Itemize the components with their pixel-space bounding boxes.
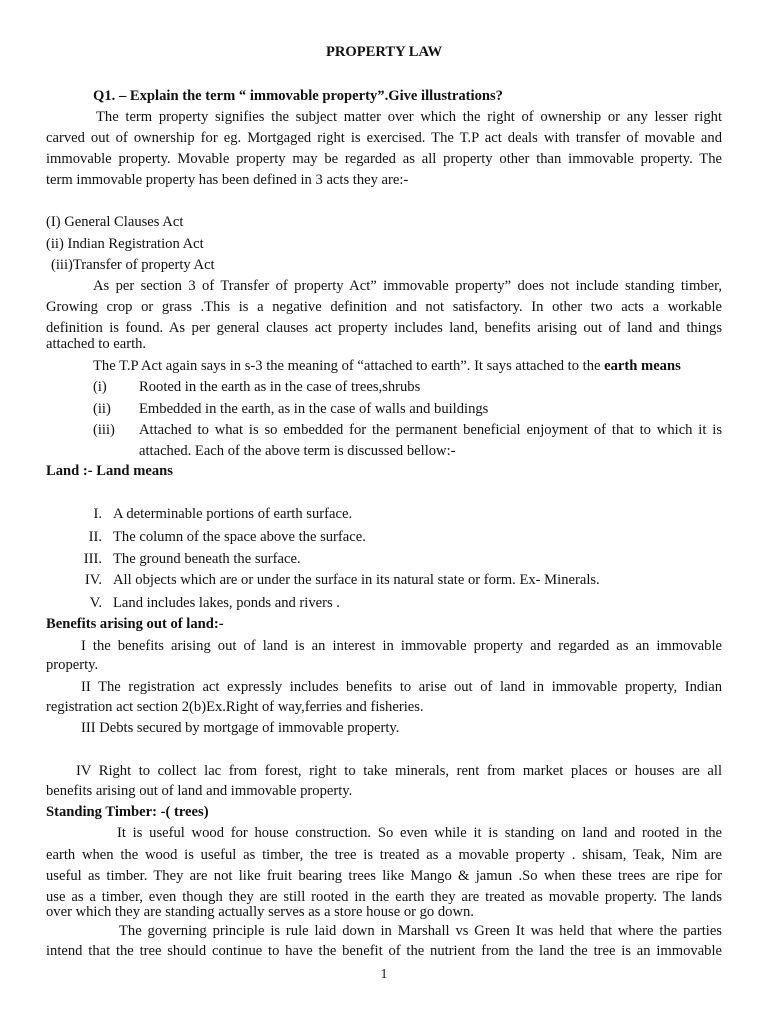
timber-heading: Standing Timber: -( trees) [46, 804, 209, 820]
section3-line-2: Growing crop or grass .This is a negative definition and not satisfactory. In other two acts a workable [46, 299, 722, 315]
intro-line-3: immovable property. Movable property may be regarded as all property other than immovable property. The [46, 151, 722, 167]
tp-act-bold: earth means [604, 358, 681, 374]
principle-line-1: The governing principle is rule laid down in Marshall vs Green It was held that where the parties [119, 923, 722, 939]
intro-line-4: term immovable property has been defined in 3 acts they are:- [46, 172, 409, 188]
timber-line-3: useful as timber. They are not like fruit bearing trees like Mango & jamun .So when these trees are ripe for [46, 868, 722, 884]
benefit-1-line-1: I the benefits arising out of land is an interest in immovable property and regarded as an immovable [81, 638, 722, 654]
benefit-2-line-2: registration act section 2(b)Ex.Right of way,ferries and fisheries. [46, 699, 424, 715]
land-heading: Land :- Land means [46, 463, 173, 479]
attached-text-2: Embedded in the earth, as in the case of walls and buildings [139, 401, 489, 417]
land-text-2: The column of the space above the surface. [113, 529, 366, 545]
intro-line-1: The term property signifies the subject matter over which the right of ownership or any lesser right [96, 109, 722, 125]
intro-line-2: carved out of ownership for eg. Mortgaged right is exercised. The T.P act deals with transfer of movable and [46, 130, 722, 146]
land-text-5: Land includes lakes, ponds and rivers . [113, 595, 340, 611]
act-item-3: (iii)Transfer of property Act [51, 257, 215, 273]
land-num-4: IV. [84, 572, 102, 588]
attached-text-1: Rooted in the earth as in the case of trees,shrubs [139, 379, 421, 395]
land-text-1: A determinable portions of earth surface. [113, 506, 353, 522]
act-item-1: (I) General Clauses Act [46, 214, 184, 230]
act-item-2: (ii) Indian Registration Act [46, 236, 204, 252]
land-num-5: V. [89, 595, 102, 611]
question-heading: Q1. – Explain the term “ immovable property”.Give illustrations? [93, 88, 503, 104]
land-num-1: I. [93, 506, 102, 522]
document-title: PROPERTY LAW [325, 44, 443, 60]
benefit-2-line-1: II The registration act expressly includes benefits to arise out of land in immovable property, Indian [81, 679, 722, 695]
section3-line-4: attached to earth. [46, 336, 147, 352]
attached-num-3: (iii) [93, 422, 115, 438]
benefit-3: III Debts secured by mortgage of immovable property. [81, 720, 400, 736]
section3-line-1: As per section 3 of Transfer of property Act” immovable property” does not include standing timber, [93, 278, 722, 294]
land-num-2: II. [88, 529, 102, 545]
attached-num-2: (ii) [93, 401, 111, 417]
land-text-3: The ground beneath the surface. [113, 551, 301, 567]
attached-continuation: attached. Each of the above term is discussed bellow:- [139, 443, 456, 459]
benefit-4-line-1: IV Right to collect lac from forest, right to take minerals, rent from market places or houses are all [76, 763, 722, 779]
benefit-1-line-2: property. [46, 657, 99, 673]
principle-line-2: intend that the tree should continue to have the benefit of the nutrient from the land the tree is an immovable [46, 943, 722, 959]
timber-line-1: It is useful wood for house construction. So even while it is standing on land and rooted in the [117, 825, 722, 841]
land-text-4: All objects which are or under the surface in its natural state or form. Ex- Minerals. [113, 572, 600, 588]
benefit-4-line-2: benefits arising out of land and immovable property. [46, 783, 353, 799]
timber-line-4: use as a timber, even though they are still rooted in the earth they are treated as movable property. The lands [46, 889, 722, 905]
land-num-3: III. [83, 551, 102, 567]
attached-num-1: (i) [93, 379, 107, 395]
tp-act-text: The T.P Act again says in s-3 the meaning of “attached to earth”. It says attached to the [93, 358, 605, 374]
timber-line-5: over which they are standing actually serves as a store house or go down. [46, 904, 474, 920]
benefits-heading: Benefits arising out of land:- [46, 616, 224, 632]
tp-act-line [93, 356, 681, 378]
section3-line-3: definition is found. As per general clauses act property includes land, benefits arising out of land and things [46, 320, 722, 336]
page-number: 1 [380, 966, 388, 981]
timber-line-2: earth when the wood is useful as timber, the tree is treated as a movable property . shisam, Teak, Nim are [46, 847, 722, 863]
attached-text-3: Attached to what is so embedded for the permanent beneficial enjoyment of that to which it is [139, 422, 722, 438]
